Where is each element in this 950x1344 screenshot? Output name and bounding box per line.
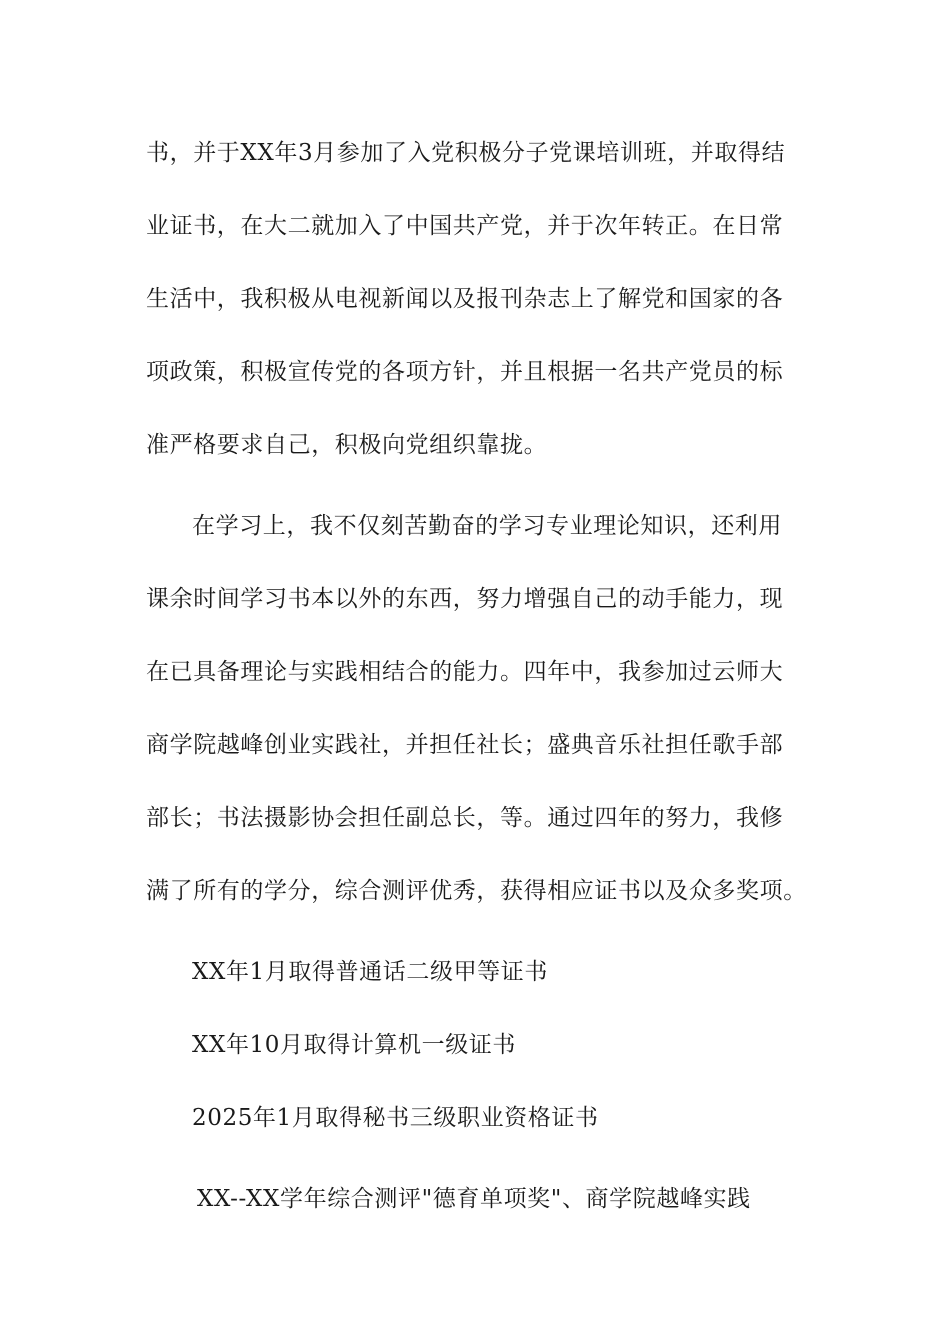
paragraph-line: 准严格要求自己，积极向党组织靠拢。: [146, 432, 548, 458]
paragraph-line: 生活中，我积极从电视新闻以及报刊杂志上了解党和国家的各: [146, 286, 784, 312]
certificate-item: XX年1月取得普通话二级甲等证书: [192, 959, 548, 985]
paragraph-line: 满了所有的学分，综合测评优秀，获得相应证书以及众多奖项。: [146, 878, 807, 904]
paragraph-line: 商学院越峰创业实践社，并担任社长；盛典音乐社担任歌手部: [146, 732, 784, 758]
certificate-item: XX年10月取得计算机一级证书: [192, 1032, 517, 1058]
certificate-item: XX--XX学年综合测评"德育单项奖"、商学院越峰实践: [197, 1186, 751, 1212]
certificate-item: 2025年1月取得秘书三级职业资格证书: [192, 1105, 599, 1131]
paragraph-line: 项政策，积极宣传党的各项方针，并且根据一名共产党员的标: [146, 359, 784, 385]
paragraph-line: 部长；书法摄影协会担任副总长，等。通过四年的努力，我修: [146, 805, 784, 831]
paragraph-line: 在已具备理论与实践相结合的能力。四年中，我参加过云师大: [146, 659, 784, 685]
paragraph-line: 在学习上，我不仅刻苦勤奋的学习专业理论知识，还利用: [192, 513, 782, 539]
paragraph-line: 书，并于XX年3月参加了入党积极分子党课培训班，并取得结: [146, 140, 786, 166]
paragraph-line: 业证书，在大二就加入了中国共产党，并于次年转正。在日常: [146, 213, 784, 239]
paragraph-line: 课余时间学习书本以外的东西，努力增强自己的动手能力，现: [146, 586, 784, 612]
